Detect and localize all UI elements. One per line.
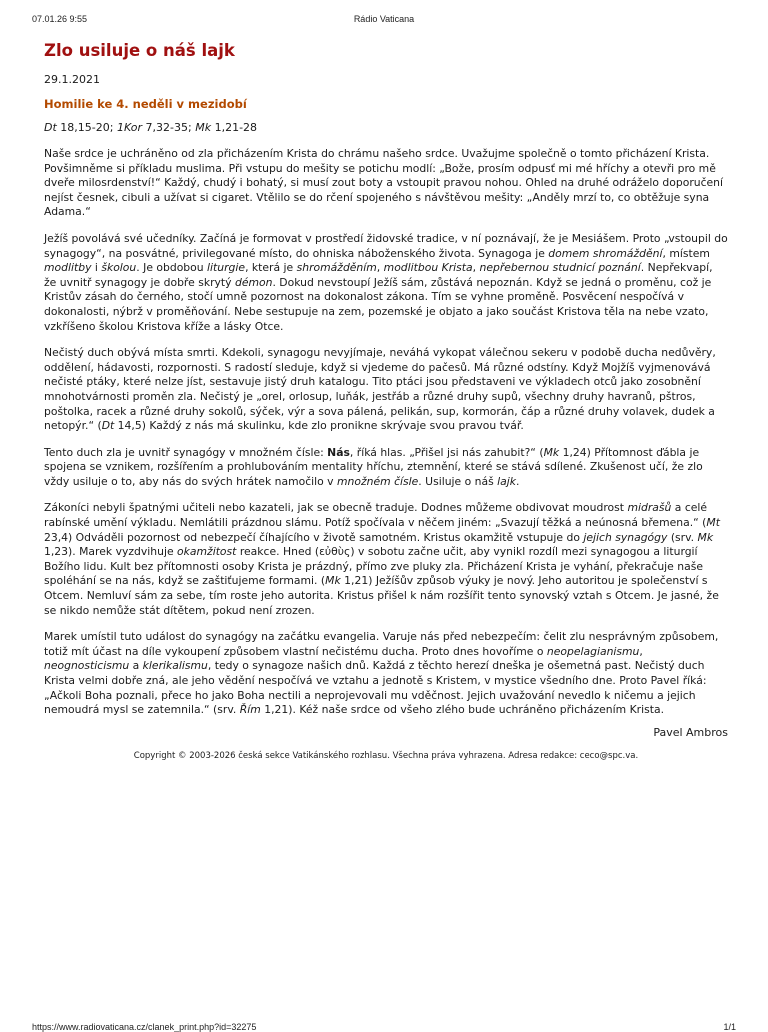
paragraph-text: , tedy o synagoze našich dnů. Každá z těchto herezí dneška je ošemetná past. Nečistý duch Krista velmi dobře zná, ale jeho vědění nespočívá ve vztahu a jednotě s Kristem, v mystice všedního dne. Proto Pavel říká: „Ačkoli Boha poznali, přece ho jako Boha nectili a neprojevovali mu vděčnost. Jejich uvažování nevedlo k ničemu a jejich nemoudrá mysl se zatemnila.“ (srv. <box>44 659 707 717</box>
article-title: Zlo usiluje o náš lajk <box>44 41 235 60</box>
paragraph-text: Marek umístil tuto událost do synagógy na začátku evangelia. Varuje nás před nebezpečím: čelit zlu nesprávným způsobem, totiž mít účast na díle vykoupení způsobem vlastní nečistému ducha. Proto dnes hovoříme o <box>44 630 719 658</box>
article-date: 29.1.2021 <box>44 73 100 86</box>
emphasis-text: množném čísle <box>337 474 419 488</box>
reading-book: 1Kor <box>116 121 143 134</box>
paragraph-text: Ježíš povolává své učedníky. Začíná je formovat v prostředí židovské tradice, v ní poznávají, že je Mesiášem. Proto „vstoupil do synagogy“, na posvátné, privilegované místo, do ohniska náboženského života. Synagoga je <box>44 231 728 260</box>
paragraph-text: 1,21) Ježíšův způsob výuky je nový. Jeho autoritou je společenství s Otcem. Nemluví sám za sebe, tím roste jeho autorita. Kristus přišel k nám rozšířit tento synovský vztah s Otcem. Je jasné, že se nikdo nemůže stát dítětem, pokud není zrozen. <box>44 574 719 617</box>
copyright-notice: Copyright © 2003-2026 česká sekce Vatikánského rozhlasu. Všechna práva vyhrazena. Adresa redakce: ceco@spc.va. <box>133 750 639 761</box>
emphasis-text: Dt <box>101 419 115 433</box>
emphasis-text: jejich synagógy <box>583 530 668 544</box>
paragraph-text: . <box>516 474 520 488</box>
emphasis-text: neopelagianismu <box>546 644 640 658</box>
paragraph-text: , která je <box>245 261 297 275</box>
paragraph-text: 1,24) Přítomnost ďábla je spojena se vznikem, rozšířením a prohlubováním mentality hříchu, ztemnění, které se stává sdílené. Zkušenost učí, že zlo vždy usiluje o to, aby nás do svých hrátek namočilo v <box>44 445 703 488</box>
emphasis-text: okamžitost <box>177 545 237 559</box>
paragraph-text: Nečistý duch obývá místa smrti. Kdekoli, synagogu nevyjímaje, neváhá vykopat válečnou sekeru v podobě ducha nedůvěry, oddělení, hádavosti, rozpornosti. S radostí sleduje, když si vjedeme do pačesů. Má různé odstíny. Když Mojžíš vyjmenovává nečisté ptáky, které nelze jíst, sestavuje jistý druh katalogu. Tito ptáci jsou představeni ve výkladech otců jako zosobnění mnohotvárnosti proměn zla. Nečistý je „orel, orlosup, luňák, jestřáb a různé druhy supů, všechny druhy havranů, pštros, poštolka, racek a různé druhy sokolů, sýček, výr a sova pálená, pelikán, sup, kormorán, čáp a různé druhy volavek, dudek a netopýr.“ ( <box>44 346 716 433</box>
homily-paragraph <box>44 446 728 490</box>
paragraph-text: Tento duch zla je uvnitř synagógy v množném čísle: <box>44 445 328 459</box>
homily-paragraph <box>44 232 728 334</box>
paragraph-text: a <box>129 659 143 673</box>
emphasis-text: lajk <box>497 474 517 488</box>
print-url: https://www.radiovaticana.cz/clanek_print.php?id=32275 <box>32 1022 257 1032</box>
homily-paragraph <box>44 630 728 718</box>
paragraph-text: reakce. Hned (εὐθὺς) v sobotu začne učit, aby vynikl rozdíl mezi synagogou a liturgií Božího lidu. Kult bez přítomnosti osoby Krista je prázdný, přímo zve pluky zla. Přicházení Krista je vyhání, překračuje naše spoléhání se na nás, když se zaštiťujeme formami. ( <box>44 545 703 588</box>
reading-ref: 7,32-35; <box>142 121 196 134</box>
paragraph-text: . Je obdobou <box>136 261 208 275</box>
print-datetime: 07.01.26 9:55 <box>32 14 88 24</box>
homily-paragraph <box>44 501 728 618</box>
homily-paragraph <box>44 346 728 434</box>
paragraph-text: , místem <box>662 246 710 260</box>
paragraph-text: i <box>91 261 102 275</box>
print-page-number: 1/1 <box>723 1022 736 1032</box>
reading-ref: 18,15-20; <box>56 121 117 134</box>
paragraph-text: . Nepřekvapí, že uvnitř synagogy je dobře skrytý <box>44 261 713 289</box>
paragraph-text: Zákoníci nebyli špatnými učiteli nebo kazateli, jak se obecně traduje. Dodnes můžeme obdivovat moudrost <box>44 501 628 515</box>
paragraph-text: (srv. <box>667 530 698 544</box>
emphasis-text: Mk <box>697 530 714 544</box>
reading-ref: 1,21-28 <box>211 121 258 134</box>
emphasis-text: Mt <box>706 516 720 530</box>
emphasis-text: modlitby <box>44 261 92 275</box>
author-name: Pavel Ambros <box>653 725 728 739</box>
paragraph-text: , <box>376 261 384 275</box>
emphasis-text: klerikalismu <box>142 659 208 673</box>
homily-paragraph <box>44 147 728 220</box>
paragraph-text: , <box>472 261 480 275</box>
emphasis-text: midrašů <box>627 501 672 515</box>
emphasis-text: nepřebernou studnicí poznání <box>479 261 641 275</box>
paragraph-text: . Dokud nevstoupí Ježíš sám, zůstává nepoznán. Když se jedná o proměnu, což je Kristův zásah do černého, stočí umně pozornost na dokonalost zákona. Tím se vyhne proměně. Posvěcení nespočívá v dokonalosti, nýbrž v proměňování. Nebe sestupuje na zem, pozemské je objato a jako součást Kristova těla na nebe vzato, vzkříšeno školou Kristova kříže a lásky Otce. <box>44 275 712 333</box>
paragraph-text: Naše srdce je uchráněno od zla přicházením Krista do chrámu našeho srdce. Uvažujme společně o tomto přicházení Krista. Povšimněme si příkladu muslima. Při vstupu do mešity se potichu modlí: „Bože, prosím odpusť mi mé hříchy a otevři pro mě dveře milosrdenství!“ Každý, chudý i bohatý, si musí zout boty a vstoupit pravou nohou. Ohled na druhé odráželo doporučení nejíst česnek, cibuli a užívat si cigaret. Vtělilo se do rčení spojeného s návštěvou mešity: „Anděly mrzí to, co obtěžuje syna Adama.“ <box>44 147 724 219</box>
paragraph-text: 1,23). Marek vyzdvihuje <box>44 545 178 559</box>
emphasis-text: domem shromáždění <box>548 246 663 260</box>
paragraph-text: a celé rabínské umění výkladu. Nemlátili prázdnou slámu. Potíž spočívala v něčem jiném: „Svazují těžká a neúnosná břemena.“ ( <box>44 501 708 530</box>
emphasis-text: školou <box>101 261 137 275</box>
paragraph-text: , říká hlas. „Přišel jsi nás zahubit?“ ( <box>349 445 544 459</box>
emphasis-text: Mk <box>543 445 560 459</box>
article <box>44 40 728 762</box>
paragraph-text: 1,21). Kéž naše srdce od všeho zlého bude uchráněno přicházením Krista. <box>260 703 665 717</box>
paragraph-text: . Usiluje o náš <box>418 474 498 488</box>
bible-readings <box>44 120 728 135</box>
emphasis-text: Mk <box>325 574 341 588</box>
reading-book: Mk <box>195 121 212 134</box>
emphasis-text: shromážděním <box>296 261 377 275</box>
emphasis-text: démon <box>234 275 273 289</box>
article-subtitle: Homilie ke 4. neděli v mezidobí <box>44 97 247 111</box>
paragraph-text: 23,4) Odváděli pozornost od nebezpečí číhajícího v životě samotném. Kristus okamžitě vstupuje do <box>44 530 584 544</box>
emphasis-text: neognosticismu <box>44 659 130 673</box>
emphasis-text: liturgie <box>207 261 246 275</box>
reading-book: Dt <box>44 121 57 134</box>
emphasis-text: modlitbou Krista <box>383 261 473 275</box>
strong-text: Nás <box>327 445 350 459</box>
emphasis-text: Řím <box>239 703 261 717</box>
paragraph-text: 14,5) Každý z nás má skulinku, kde zlo pronikne skrývaje svou pravou tvář. <box>114 419 524 433</box>
print-site-title: Rádio Vaticana <box>353 14 415 24</box>
paragraph-text: , <box>639 644 643 658</box>
